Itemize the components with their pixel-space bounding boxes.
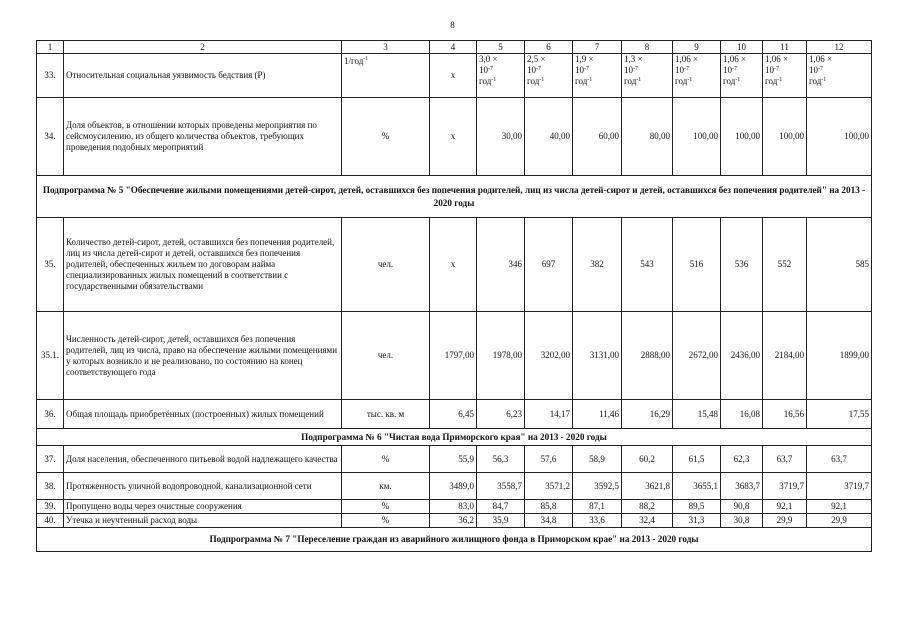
table-row: [37, 514, 872, 528]
header-cell: 8: [622, 41, 673, 54]
value-cell: 56,3: [477, 446, 525, 473]
section-title: Подпрограмма № 7 "Переселение граждан из аварийного жилищного фонда в Приморском крае" на 2013 - 2020 годы: [37, 528, 872, 552]
value-cell: 100,00: [763, 98, 807, 176]
value-cell: 63,7: [763, 446, 807, 473]
table-row: [37, 218, 872, 312]
header-cell: 10: [721, 41, 763, 54]
row-number: 39.: [37, 500, 64, 514]
unit-cell: чел.: [342, 218, 430, 312]
unit-text: 1/год: [344, 56, 364, 66]
row-number: 35.1.: [37, 312, 64, 400]
coefficient-cell: [721, 54, 763, 98]
coefficient-cell: [673, 54, 721, 98]
value-cell: 536: [721, 218, 763, 312]
value-cell: 31,3: [673, 514, 721, 528]
coef-unit: год$^{-1}$: [723, 76, 741, 86]
value-cell: 61,5: [673, 446, 721, 473]
unit-cell: чел.: [342, 312, 430, 400]
header-cell: 2: [64, 41, 342, 54]
coefficient-cell: [807, 54, 872, 98]
section-title: Подпрограмма № 6 "Чистая вода Приморского края" на 2013 - 2020 годы: [37, 429, 872, 446]
value-cell: 2672,00: [673, 312, 721, 400]
value-cell: 17,55: [807, 400, 872, 429]
value-cell: 92,1: [807, 500, 872, 514]
indicator-name: Доля населения, обеспеченного питьевой водой надлежащего качества: [64, 446, 342, 473]
value-cell: 6,23: [477, 400, 525, 429]
value-cell: 516: [673, 218, 721, 312]
section-row: [37, 429, 872, 446]
value-cell: 60,2: [622, 446, 673, 473]
value-cell: 2436,00: [721, 312, 763, 400]
indicator-name: Относительная социальная уязвимость бедствия (Р): [64, 54, 342, 98]
value-cell: 382: [573, 218, 622, 312]
value-cell: x: [430, 218, 477, 312]
coef-factor: 3,0 ×: [479, 54, 498, 64]
value-cell: 3655,1: [673, 473, 721, 500]
value-cell: 543: [622, 218, 673, 312]
value-cell: 62,3: [721, 446, 763, 473]
coef-unit: год$^{-1}$: [675, 76, 693, 86]
indicator-name: Протяженность уличной водопроводной, канализационной сети: [64, 473, 342, 500]
indicator-name: Количество детей-сирот, детей, оставшихся без попечения родителей, лиц из числа детей-сирот и детей, оставшихся без попечения родителей, обеспеченных жильем по договорам найма специализированных жилых помещений в соответствии с государственными обязательствами: [64, 218, 342, 312]
value-cell: 6,45: [430, 400, 477, 429]
coefficient-cell: [525, 54, 573, 98]
coef-unit: год$^{-1}$: [809, 76, 827, 86]
coef-unit: год$^{-1}$: [765, 76, 783, 86]
value-cell: 33,6: [573, 514, 622, 528]
unit-cell: %: [342, 446, 430, 473]
coef-power: $10^{-7}$: [624, 65, 638, 75]
header-cell: 11: [763, 41, 807, 54]
section-title: Подпрограмма № 5 "Обеспечение жилыми помещениями детей-сирот, детей, оставшихся без попечения родителей, лиц из числа детей-сирот и детей, оставшихся без попечения родителей" на 2013 - 2020 годы: [37, 176, 872, 218]
unit-cell: %: [342, 98, 430, 176]
coefficient-cell: [573, 54, 622, 98]
value-cell: 100,00: [721, 98, 763, 176]
row-number: 33.: [37, 54, 64, 98]
coef-power: $10^{-7}$: [675, 65, 689, 75]
unit-cell: [342, 54, 430, 98]
value-cell: 2888,00: [622, 312, 673, 400]
coef-factor: 1,06 ×: [675, 54, 699, 64]
value-cell: 92,1: [763, 500, 807, 514]
column-header-row: [37, 41, 872, 54]
value-cell: 3489,0: [430, 473, 477, 500]
unit-cell: тыс. кв. м: [342, 400, 430, 429]
value-cell: x: [430, 54, 477, 98]
table-row: [37, 500, 872, 514]
value-cell: 14,17: [525, 400, 573, 429]
coef-unit: год$^{-1}$: [479, 76, 497, 86]
header-cell: 3: [342, 41, 430, 54]
coef-unit: год$^{-1}$: [624, 76, 642, 86]
table-row: [37, 400, 872, 429]
coef-power: $10^{-7}$: [527, 65, 541, 75]
value-cell: 85,8: [525, 500, 573, 514]
value-cell: 84,7: [477, 500, 525, 514]
value-cell: 83,0: [430, 500, 477, 514]
value-cell: 88,2: [622, 500, 673, 514]
value-cell: 30,00: [477, 98, 525, 176]
value-cell: 3571,2: [525, 473, 573, 500]
value-cell: 58,9: [573, 446, 622, 473]
row-number: 36.: [37, 400, 64, 429]
coef-power: $10^{-7}$: [765, 65, 779, 75]
value-cell: 35,9: [477, 514, 525, 528]
header-cell: 6: [525, 41, 573, 54]
row-number: 37.: [37, 446, 64, 473]
value-cell: 3719,7: [763, 473, 807, 500]
value-cell: 3592,5: [573, 473, 622, 500]
indicator-name: Общая площадь приобретённых (построенных) жилых помещений: [64, 400, 342, 429]
coef-factor: 1,06 ×: [809, 54, 833, 64]
coef-factor: 1,06 ×: [723, 54, 747, 64]
header-cell: 12: [807, 41, 872, 54]
indicator-name: Пропущено воды через очистные сооружения: [64, 500, 342, 514]
coef-factor: 1,06 ×: [765, 54, 789, 64]
coefficient-cell: [763, 54, 807, 98]
indicator-name: Численность детей-сирот, детей, оставшихся без попечения родителей, лиц из числа, право на обеспечение жилыми помещениями у которых возникло и не реализовано, по состоянию на конец соответствующего года: [64, 312, 342, 400]
unit-cell: %: [342, 514, 430, 528]
table-row: [37, 473, 872, 500]
value-cell: 29,9: [807, 514, 872, 528]
coef-power: $10^{-7}$: [809, 65, 823, 75]
indicators-table: [36, 40, 872, 552]
value-cell: 3202,00: [525, 312, 573, 400]
value-cell: 1978,00: [477, 312, 525, 400]
coef-power: $10^{-7}$: [575, 65, 589, 75]
coef-factor: 2,5 ×: [527, 54, 546, 64]
coef-unit: год$^{-1}$: [527, 76, 545, 86]
value-cell: 697: [525, 218, 573, 312]
value-cell: 3558,7: [477, 473, 525, 500]
row-number: 34.: [37, 98, 64, 176]
table-row: [37, 312, 872, 400]
header-cell: 7: [573, 41, 622, 54]
coefficient-cell: [477, 54, 525, 98]
value-cell: 16,56: [763, 400, 807, 429]
value-cell: x: [430, 98, 477, 176]
page-number: 8: [450, 20, 455, 30]
header-cell: 1: [37, 41, 64, 54]
value-cell: 60,00: [573, 98, 622, 176]
header-cell: 9: [673, 41, 721, 54]
header-cell: 5: [477, 41, 525, 54]
coef-power: $10^{-7}$: [723, 65, 737, 75]
indicator-name: Утечка и неучтенный расход воды: [64, 514, 342, 528]
value-cell: 3131,00: [573, 312, 622, 400]
value-cell: 89,5: [673, 500, 721, 514]
value-cell: 36,2: [430, 514, 477, 528]
row-number: 38.: [37, 473, 64, 500]
table-row: [37, 446, 872, 473]
value-cell: 3683,7: [721, 473, 763, 500]
coefficient-cell: [622, 54, 673, 98]
table-row: [37, 98, 872, 176]
value-cell: 15,48: [673, 400, 721, 429]
coef-power: $10^{-7}$: [479, 65, 493, 75]
value-cell: 3621,8: [622, 473, 673, 500]
value-cell: 16,08: [721, 400, 763, 429]
value-cell: 57,6: [525, 446, 573, 473]
indicator-name: Доля объектов, в отношении которых проведены мероприятия по сейсмоусилению, из общего количества объектов, требующих проведения подобных мероприятий: [64, 98, 342, 176]
coef-unit: год$^{-1}$: [575, 76, 593, 86]
value-cell: 55,9: [430, 446, 477, 473]
value-cell: 100,00: [673, 98, 721, 176]
coef-factor: 1,3 ×: [624, 54, 643, 64]
value-cell: 346: [477, 218, 525, 312]
value-cell: 34,8: [525, 514, 573, 528]
value-cell: 40,00: [525, 98, 573, 176]
unit-cell: км.: [342, 473, 430, 500]
unit-exponent: -1: [363, 56, 369, 62]
value-cell: 30,8: [721, 514, 763, 528]
value-cell: 29,9: [763, 514, 807, 528]
value-cell: 90,8: [721, 500, 763, 514]
coef-factor: 1,9 ×: [575, 54, 594, 64]
value-cell: 80,00: [622, 98, 673, 176]
value-cell: 87,1: [573, 500, 622, 514]
value-cell: 552: [763, 218, 807, 312]
row-number: 40.: [37, 514, 64, 528]
value-cell: 63,7: [807, 446, 872, 473]
section-row: [37, 176, 872, 218]
value-cell: 1797,00: [430, 312, 477, 400]
value-cell: 3719,7: [807, 473, 872, 500]
unit-cell: %: [342, 500, 430, 514]
value-cell: 11,46: [573, 400, 622, 429]
value-cell: 2184,00: [763, 312, 807, 400]
header-cell: 4: [430, 41, 477, 54]
row-number: 35.: [37, 218, 64, 312]
value-cell: 16,29: [622, 400, 673, 429]
value-cell: 585: [807, 218, 872, 312]
table-row: [37, 54, 872, 98]
value-cell: 32,4: [622, 514, 673, 528]
section-row: [37, 528, 872, 552]
value-cell: 1899,00: [807, 312, 872, 400]
value-cell: 100,00: [807, 98, 872, 176]
